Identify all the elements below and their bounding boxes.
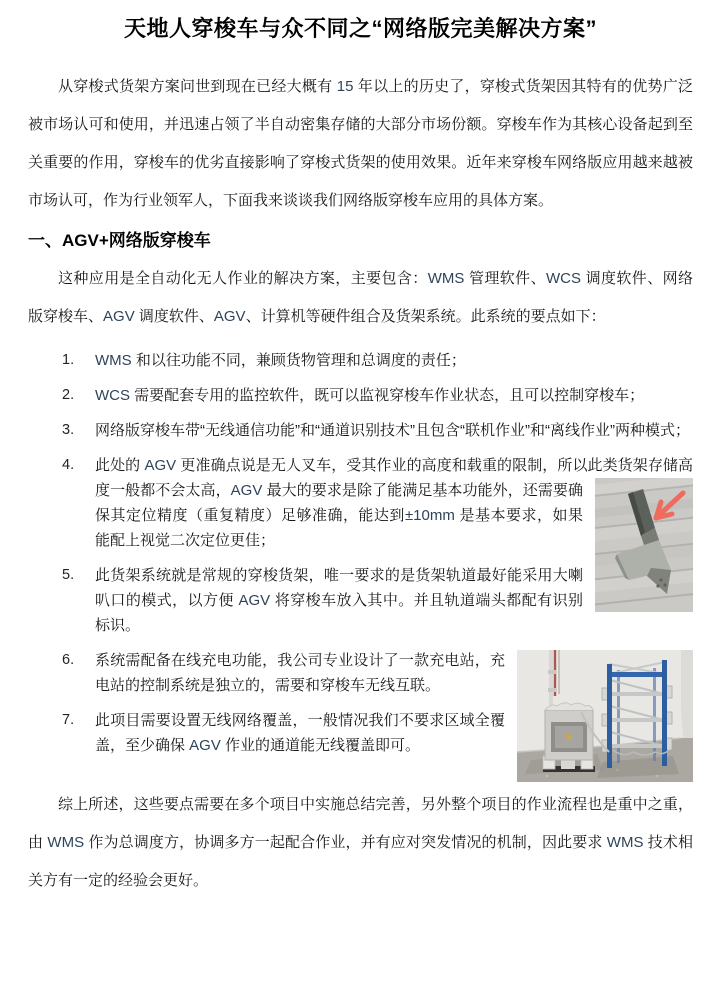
list-item-6 <box>95 648 693 698</box>
list-item-text: 网络版穿梭车带“无线通信功能”和“通道识别技术”且包含“联机作业”和“离线作业”两种模式； <box>95 422 690 439</box>
list-item-2 <box>95 383 693 408</box>
conclusion-paragraph: 综上所述，这些要点需要在多个项目中实施总结完善，另外整个项目的作业流程也是重中之重，由 WMS 作为总调度方，协调多方一起配合作业，并有应对突发情况的机制，因此要求 WMS 技术相关方有一定的经验会更好。 <box>28 796 694 889</box>
list-item-text: 此货架系统就是常规的穿梭货架，唯一要求的是货架轨道最好能采用大喇叭口的模式，以方便 AGV 将穿梭车放入其中。并且轨道端头都配有识别标识。 <box>95 567 584 634</box>
section-lead-paragraph: 这种应用是全自动化无人作业的解决方案，主要包含：WMS 管理软件、WCS 调度软件、网络版穿梭车、AGV 调度软件、AGV、计算机等硬件组合及货架系统。此系统的要点如下： <box>28 270 694 325</box>
list-item-text: 系统需配备在线充电功能，我公司专业设计了一款充电站，充电站的控制系统是独立的，需要和穿梭车无线互联。 <box>95 652 505 694</box>
list-item-text: 确保其定位精度（重复精度）足够准确，能达到±10mm 是基本要求，如果能配上视觉二次定位更佳； <box>95 482 583 549</box>
list-item-text: 此项目需要设置无线网络覆盖，一般情况我们不要求区域全覆盖，至少确保 AGV 作业的通道能无线覆盖即可。 <box>95 712 505 754</box>
list-item-text: 此处的 AGV 更准确点说是无人叉车，受其作业的高度和载重的限制，所以此类货架存储高度一般都不会太高，AGV 最大的要求是除了能满足基本功能外，还需要 <box>95 457 693 499</box>
list-item-text: WMS 和以往功能不同，兼顾货物管理和总调度的责任； <box>95 352 466 369</box>
list-item-3 <box>95 418 693 443</box>
intro-paragraph: 从穿梭式货架方案问世到现在已经大概有 15 年以上的历史了，穿梭式货架因其特有的优势广泛被市场认可和使用，并迅速占领了半自动密集存储的大部分市场份额。穿梭车作为其核心设备起到至关重要的作用，穿梭车的优劣直接影响了穿梭式货架的使用效果。近年来穿梭车网络版应用越来越被市场认可，作为行业领军人，下面我来谈谈我们网络版穿梭车应用的具体方案。 <box>28 78 694 209</box>
list-item-1 <box>95 348 693 373</box>
key-points-list <box>28 348 693 758</box>
list-item-7 <box>95 708 693 758</box>
section-heading: 一、AGV+网络版穿梭车 <box>28 231 211 250</box>
page-title: 天地人穿梭车与众不同之“网络版完美解决方案” <box>123 16 597 41</box>
list-item-5 <box>95 563 693 638</box>
list-item-4 <box>95 453 693 553</box>
list-item-text: WCS 需要配套专用的监控软件，既可以监视穿梭车作业状态，且可以控制穿梭车； <box>95 387 645 404</box>
